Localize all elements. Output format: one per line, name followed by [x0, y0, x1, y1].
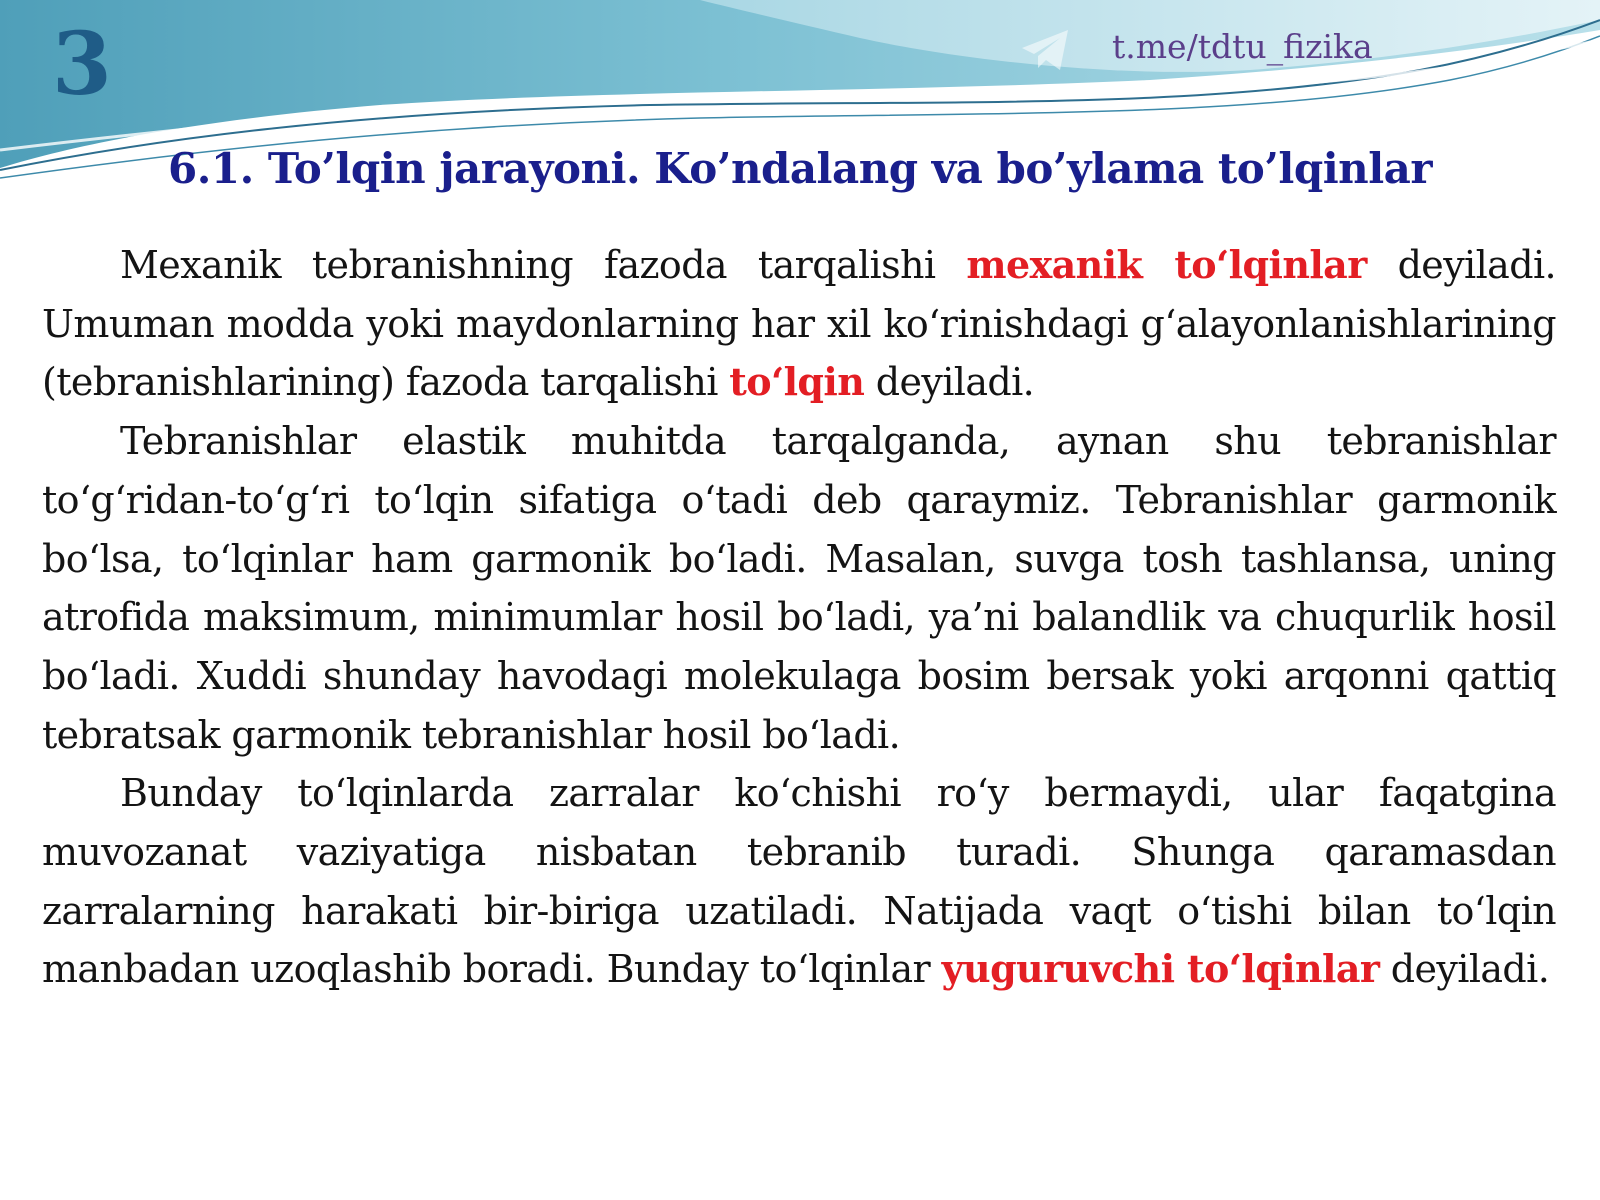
paragraph-text: Tebranishlar elastik muhitda tarqalganda, aynan shu tebranishlar to‘g‘ridan-to‘g‘ri to‘lqin sifatiga o‘tadi deb qaraymiz. Tebranishlar garmonik bo‘lsa, to‘lqinlar ham garmonik bo‘ladi. Masalan, suvga tosh tashlansa, uning atrofida maksimum, minimumlar hosil bo‘ladi, ya’ni balandlik va chuqurlik hosil bo‘ladi. Xuddi shunday havodagi molekulaga bosim bersak yoki arqonni qattiq tebratsak garmonik tebranishlar hosil bo‘ladi.: [42, 419, 1556, 757]
body-text: [42, 236, 1556, 999]
paragraph-text: deyiladi.: [1379, 947, 1550, 992]
paragraph: [42, 236, 1556, 412]
paragraph-text: deyiladi.: [864, 360, 1035, 405]
highlighted-term: mexanik to‘lqinlar: [966, 242, 1367, 287]
slide-number: 3: [52, 14, 112, 115]
channel-link[interactable]: t.me/tdtu_fizika: [1112, 27, 1373, 66]
slide-title: 6.1. To’lqin jarayoni. Ko’ndalang va bo’ylama to’lqinlar: [168, 144, 1432, 193]
paragraph-text: Bunday to‘lqinlarda zarralar ko‘chishi ro‘y bermaydi, ular faqatgina muvozanat vaziyatiga nisbatan tebranib turadi. Shunga qaramasdan zarralarning harakati bir-biriga uzatiladi. Natijada vaqt o‘tishi bilan to‘lqin manbadan uzoqlashib boradi. Bunday to‘lqinlar: [42, 771, 1556, 992]
telegram-icon: [1020, 26, 1072, 74]
paragraph-text: Mexanik tebranishning fazoda tarqalishi: [120, 243, 967, 287]
paragraph: [42, 412, 1556, 764]
paragraph: [42, 764, 1556, 999]
paragraph-text: deyiladi. Umuman modda yoki maydonlarning har xil ko‘rinishdagi g‘alayonlanishlarining (tebranishlarining) fazoda tarqalishi: [42, 243, 1556, 405]
highlighted-term: to‘lqin: [729, 359, 865, 405]
highlighted-term: yuguruvchi to‘lqinlar: [941, 946, 1380, 992]
